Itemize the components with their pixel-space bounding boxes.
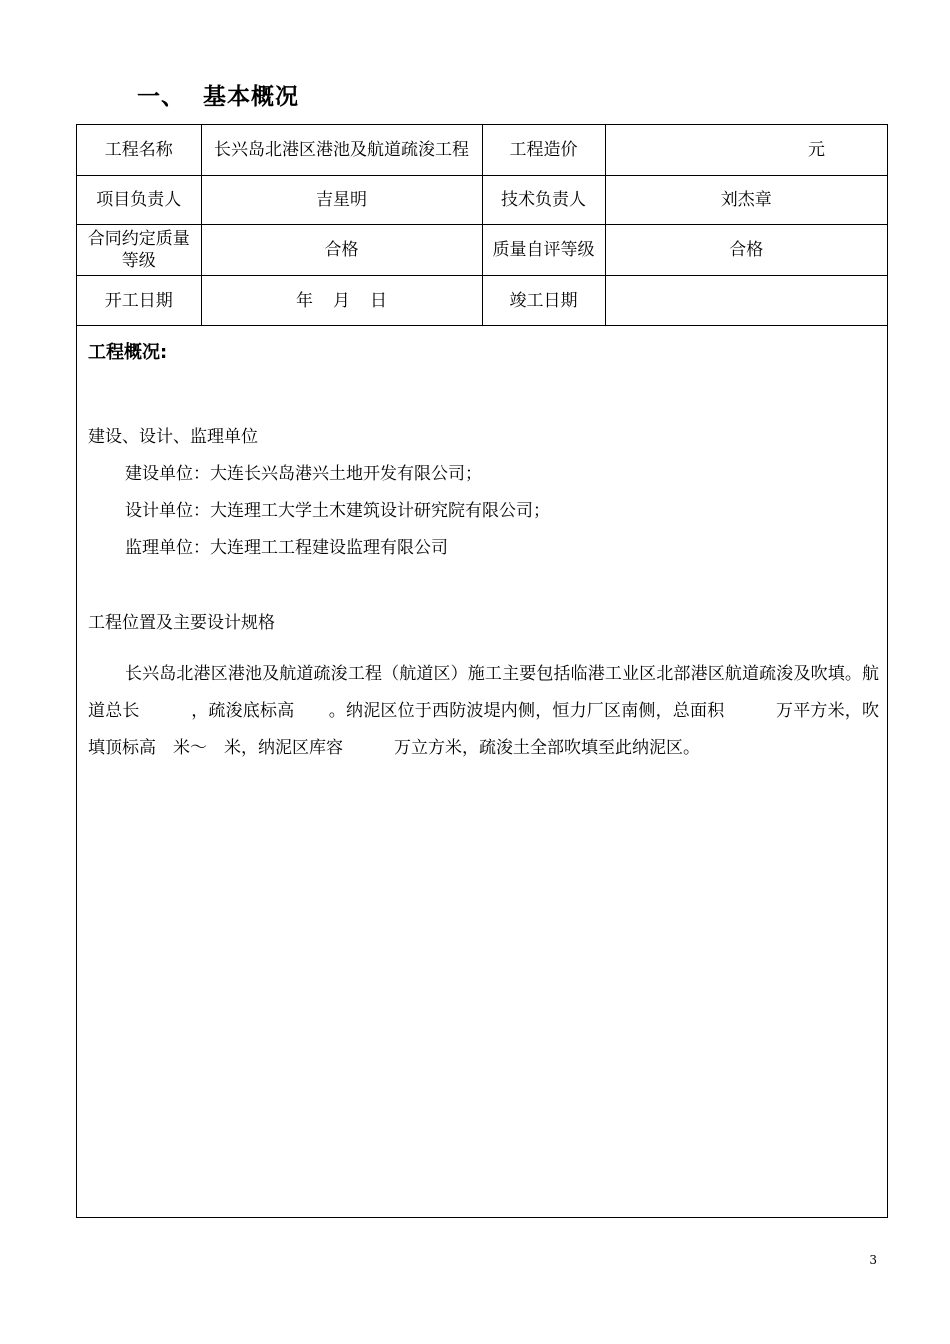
start-date-label: 开工日期: [77, 276, 201, 326]
contract-quality-value: 合格: [201, 225, 482, 276]
designer-line: 设计单位：大连理工大学土木建筑设计研究院有限公司；: [125, 501, 550, 521]
start-date-value: [201, 276, 482, 326]
section-heading: [137, 78, 299, 111]
project-name-label: 工程名称: [77, 125, 201, 176]
page-number: 3: [869, 1253, 877, 1267]
self-eval-label: 质量自评等级: [482, 225, 605, 276]
table-row: [77, 276, 887, 326]
location-heading: 工程位置及主要设计规格: [88, 613, 275, 633]
completion-date-label: 竣工日期: [482, 276, 605, 326]
table-row: [77, 176, 887, 225]
section-number: 一、: [137, 84, 185, 110]
table-row: [77, 225, 887, 276]
completion-date-value: [605, 276, 887, 326]
overview-label: 工程概况:: [88, 342, 168, 363]
start-date-month: 月: [333, 290, 350, 311]
builder-line: 建设单位：大连长兴岛港兴土地开发有限公司；: [125, 464, 482, 484]
start-date-year: 年: [296, 290, 313, 311]
project-info-table: [77, 125, 887, 326]
units-heading: 建设、设计、监理单位: [88, 427, 258, 447]
project-name-value: 长兴岛北港区港池及航道疏浚工程: [201, 125, 482, 176]
cost-label: 工程造价: [482, 125, 605, 176]
start-date-day: 日: [370, 290, 387, 311]
cost-value: 元: [605, 125, 887, 176]
project-info-form: [76, 124, 888, 1218]
tech-manager-label: 技术负责人: [482, 176, 605, 225]
section-title-text: 基本概况: [203, 84, 299, 110]
self-eval-value: 合格: [605, 225, 887, 276]
project-description: 长兴岛北港区港池及航道疏浚工程（航道区）施工主要包括临港工业区北部港区航道疏浚及吹填。航道总长 ，疏浚底标高 。纳泥区位于西防波堤内侧，恒力厂区南侧，总面积 万平方米，吹填顶标高 米～ 米，纳泥区库容 万立方米，疏浚土全部吹填至此纳泥区。: [88, 664, 879, 758]
tech-manager-value: 刘杰章: [605, 176, 887, 225]
project-manager-value: 吉星明: [201, 176, 482, 225]
supervisor-line: 监理单位：大连理工工程建设监理有限公司: [125, 538, 448, 558]
project-manager-label: 项目负责人: [77, 176, 201, 225]
contract-quality-label: 合同约定质量等级: [77, 225, 201, 276]
table-row: [77, 125, 887, 176]
